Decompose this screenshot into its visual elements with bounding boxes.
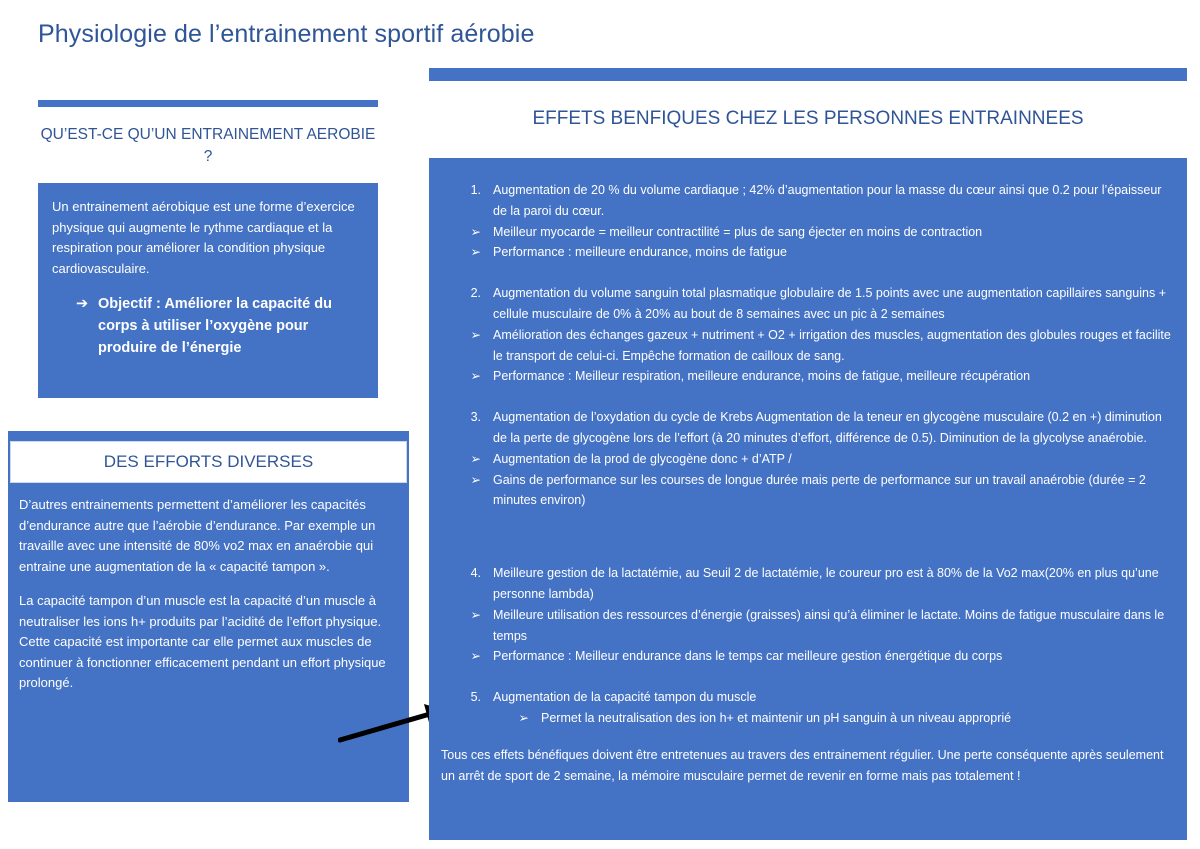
list-number: 5. [470,690,481,705]
diverse-efforts-paragraph-2: La capacité tampon d’un muscle est la capacité d’un muscle à neutraliser les ions h+ produits par l’acidité de l’effort physique. Cette capacité est importante car elle permet aux muscles de continuer à fonctionner efficacement pendant un effort physique prolongé. [19,593,386,690]
bullet-text: Performance : Meilleur respiration, meilleure endurance, moins de fatigue, meilleure récupération [493,369,1031,384]
diverse-efforts-heading: DES EFFORTS DIVERSES [10,441,407,483]
aerobic-definition-heading: QU’EST-CE QU’UN ENTRAINEMENT AEROBIE ? [40,126,376,165]
benefit-bullet [441,242,1175,263]
bullet-arrow-icon: ➢ [470,369,481,384]
list-number: 2. [470,286,481,301]
benefit-bullet [441,449,1175,470]
benefit-bullet [441,605,1175,647]
list-number: 3. [470,410,481,425]
bullet-text: Meilleur myocarde = meilleur contractilité = plus de sang éjecter en moins de contraction [493,224,983,239]
diverse-efforts-paragraph-1: D’autres entrainements permettent d’améliorer les capacités d’endurance autre que l’aérobie d’endurance. Par exemple un travaille avec une intensité de 80% vo2 max en anaérobie qui entraine une augmentation de la « capacité tampon ». [19,497,376,574]
bullet-text: Performance : Meilleur endurance dans le temps car meilleure gestion énergétique du corps [493,649,1003,664]
bullet-text: Amélioration des échanges gazeux + nutriment + O2 + irrigation des muscles, augmentation des globules rouges et facilite le transport de celui-ci. Empêche formation de cailloux de sang. [493,327,1171,363]
benefit-bullet [441,366,1175,387]
bullet-arrow-icon: ➢ [470,472,481,487]
right-arrow-icon: ➔ [76,296,89,312]
benefits-heading: EFFETS BENFIQUES CHEZ LES PERSONNES ENTRAINNEES [532,108,1084,129]
benefit-text: Augmentation de 20 % du volume cardiaque ; 42% d’augmentation pour la masse du cœur ainsi que 0.2 pour l’épaisseur de la paroi du cœur. [493,183,1162,218]
list-number: 4. [470,566,481,581]
page-title: Physiologie de l’entrainement sportif aérobie [38,20,535,48]
benefit-bullet [441,470,1175,512]
bullet-text: Gains de performance sur les courses de longue durée mais perte de performance sur un travail anaérobie (durée = 2 minutes environ) [493,472,1146,508]
objective-line [76,293,364,359]
benefit-text: Meilleure gestion de la lactatémie, au Seuil 2 de lactatémie, le coureur pro est à 80% de la Vo2 max(20% en plus qu’une personne lambda) [493,566,1159,601]
aerobic-definition-text: Un entrainement aérobique est une forme d’exercice physique qui augmente le rythme cardiaque et la respiration pour améliorer la condition physique cardiovasculaire. [52,199,355,276]
bullet-arrow-icon: ➢ [470,649,481,664]
benefit-item-3 [441,407,1175,449]
benefit-text: Augmentation du volume sanguin total plasmatique globulaire de 1.5 points avec une augmentation capillaires sanguins + cellule musculaire de 0% à 20% au bout de 8 semaines avec un pic à 2 semaines [493,286,1167,321]
benefit-bullet [441,222,1175,243]
benefit-item-5 [441,687,1175,708]
benefits-panel [429,158,1187,840]
benefit-item-4 [441,563,1175,605]
benefit-bullet [441,646,1175,667]
bullet-arrow-icon: ➢ [470,224,481,239]
bullet-arrow-icon: ➢ [470,607,481,622]
aerobic-definition-card [38,183,378,398]
benefit-sub-bullet [441,708,1175,729]
bullet-arrow-icon: ➢ [518,710,529,725]
closing-paragraph: Tous ces effets bénéfiques doivent être entretenues au travers des entrainement régulier. Une perte conséquente après seulement un arrêt de sport de 2 semaine, la mémoire musculaire permet de revenir en forme mais pas totalement ! [441,747,1164,783]
bullet-arrow-icon: ➢ [470,245,481,260]
benefit-bullet [441,325,1175,367]
benefit-text: Augmentation de la capacité tampon du muscle [493,690,757,705]
bullet-arrow-icon: ➢ [470,451,481,466]
benefit-item-1 [441,180,1175,222]
objective-text: Objectif : Améliorer la capacité du corps à utiliser l’oxygène pour produire de l’énergie [98,296,332,356]
bullet-text: Meilleure utilisation des ressources d’énergie (graisses) ainsi qu’à éliminer le lactate. Moins de fatigue musculaire dans le temps [493,607,1165,643]
bullet-arrow-icon: ➢ [470,327,481,342]
left-top-accent-bar [38,100,378,107]
bullet-text: Augmentation de la prod de glycogène donc + d’ATP / [493,451,792,466]
bullet-text: Permet la neutralisation des ion h+ et maintenir un pH sanguin à un niveau approprié [541,710,1012,725]
benefit-text: Augmentation de l’oxydation du cycle de Krebs Augmentation de la teneur en glycogène musculaire (0.2 en +) diminution de la perte de glycogène lors de l’effort (à 20 minutes d’effort, différence de 0.5). Diminution de la glycolyse anaérobie. [493,410,1162,445]
right-accent-bar [429,68,1187,81]
bullet-text: Performance : meilleure endurance, moins de fatigue [493,245,787,260]
benefit-item-2 [441,283,1175,325]
list-number: 1. [470,183,481,197]
diverse-efforts-body [8,483,409,694]
